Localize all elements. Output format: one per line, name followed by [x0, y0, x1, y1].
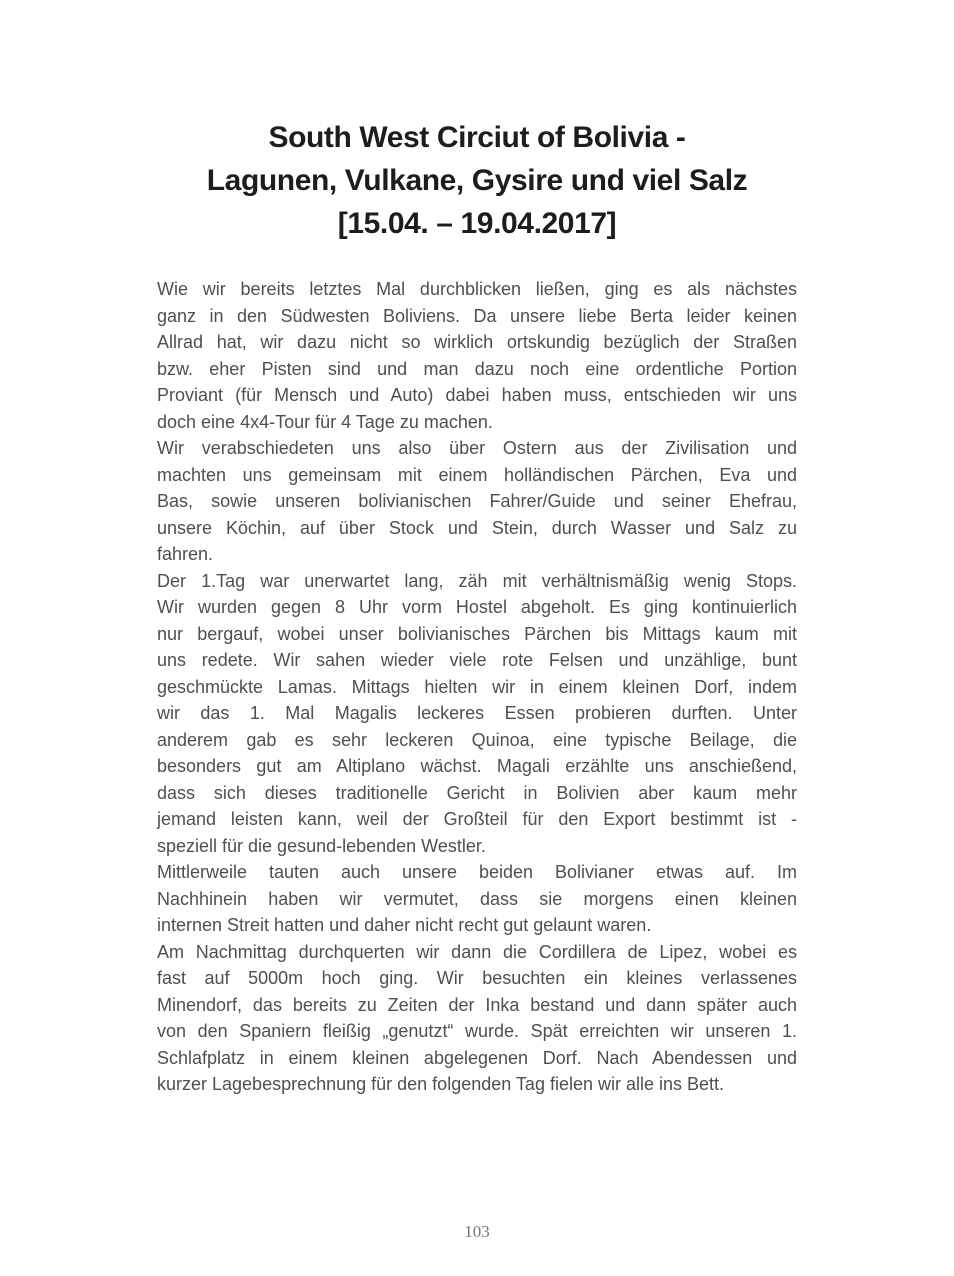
text-line: ganz in den Südwesten Boliviens. Da unsere liebe Berta leider keinen: [157, 305, 797, 326]
text-line: machten uns gemeinsam mit einem holländischen Pärchen, Eva und: [157, 464, 797, 485]
paragraph: [157, 568, 797, 860]
paragraph: [157, 859, 797, 939]
text-line: doch eine 4x4-Tour für 4 Tage zu machen.: [157, 411, 493, 432]
text-line: fast auf 5000m hoch ging. Wir besuchten ein kleines verlassenes: [157, 968, 797, 988]
text-line: Wir verabschiedeten uns also über Ostern aus der Zivilisation und: [157, 438, 797, 458]
paragraph: [157, 276, 797, 435]
text-line: unsere Köchin, auf über Stock und Stein, durch Wasser und Salz zu: [157, 517, 797, 538]
text-line: Minendorf, das bereits zu Zeiten der Inka bestand und dann später auch: [157, 994, 797, 1015]
text-line: Am Nachmittag durchquerten wir dann die Cordillera de Lipez, wobei es: [157, 941, 797, 962]
title-line: Lagunen, Vulkane, Gysire und viel Salz: [206, 164, 748, 197]
text-line: wir das 1. Mal Magalis leckeres Essen probieren durften. Unter: [157, 703, 797, 723]
title-line: [15.04. – 19.04.2017]: [337, 207, 617, 240]
paragraph: [157, 939, 797, 1098]
text-line: Wie wir bereits letztes Mal durchblicken ließen, ging es als nächstes: [157, 279, 797, 299]
text-line: bzw. eher Pisten sind und man dazu noch eine ordentliche Portion: [157, 358, 797, 379]
text-line: von den Spaniern fleißig „genutzt“ wurde. Spät erreichten wir unseren 1.: [157, 1021, 797, 1041]
text-line: jemand leisten kann, weil der Großteil für den Export bestimmt ist -: [157, 809, 797, 829]
text-line: kurzer Lagebesprechnung für den folgenden Tag fielen wir alle ins Bett.: [157, 1074, 725, 1094]
page-number: 103: [464, 1222, 490, 1241]
text-line: dass sich dieses traditionelle Gericht in Bolivien aber kaum mehr: [157, 782, 797, 803]
document-content: [157, 116, 797, 1098]
text-line: Allrad hat, wir dazu nicht so wirklich ortskundig bezüglich der Straßen: [157, 332, 797, 352]
document-body: [157, 276, 797, 1098]
text-line: Wir wurden gegen 8 Uhr vorm Hostel abgeholt. Es ging kontinuierlich: [157, 597, 797, 617]
text-line: Bas, sowie unseren bolivianischen Fahrer/Guide und seiner Ehefrau,: [157, 491, 797, 511]
document-title: [157, 116, 797, 245]
text-line: Schlafplatz in einem kleinen abgelegenen Dorf. Nach Abendessen und: [157, 1047, 797, 1068]
text-line: uns redete. Wir sahen wieder viele rote Felsen und unzählige, bunt: [157, 650, 797, 670]
text-line: anderem gab es sehr leckeren Quinoa, eine typische Beilage, die: [157, 729, 797, 750]
text-line: besonders gut am Altiplano wächst. Magali erzählte uns anschießend,: [157, 756, 797, 776]
text-line: nur bergauf, wobei unser bolivianisches Pärchen bis Mittags kaum mit: [157, 623, 797, 644]
paragraph: [157, 435, 797, 568]
text-line: speziell für die gesund-lebenden Westler.: [157, 835, 486, 856]
text-line: fahren.: [157, 544, 214, 564]
text-line: Mittlerweile tauten auch unsere beiden Bolivianer etwas auf. Im: [157, 862, 797, 882]
text-line: geschmückte Lamas. Mittags hielten wir in einem kleinen Dorf, indem: [157, 676, 797, 697]
title-line: South West Circiut of Bolivia -: [268, 121, 686, 154]
text-line: Der 1.Tag war unerwartet lang, zäh mit verhältnismäßig wenig Stops.: [157, 570, 797, 591]
text-line: Nachhinein haben wir vermutet, dass sie morgens einen kleinen: [157, 888, 797, 909]
page-footer: [0, 1222, 954, 1242]
text-line: internen Streit hatten und daher nicht recht gut gelaunt waren.: [157, 915, 652, 935]
text-line: Proviant (für Mensch und Auto) dabei haben muss, entschieden wir uns: [157, 385, 797, 405]
